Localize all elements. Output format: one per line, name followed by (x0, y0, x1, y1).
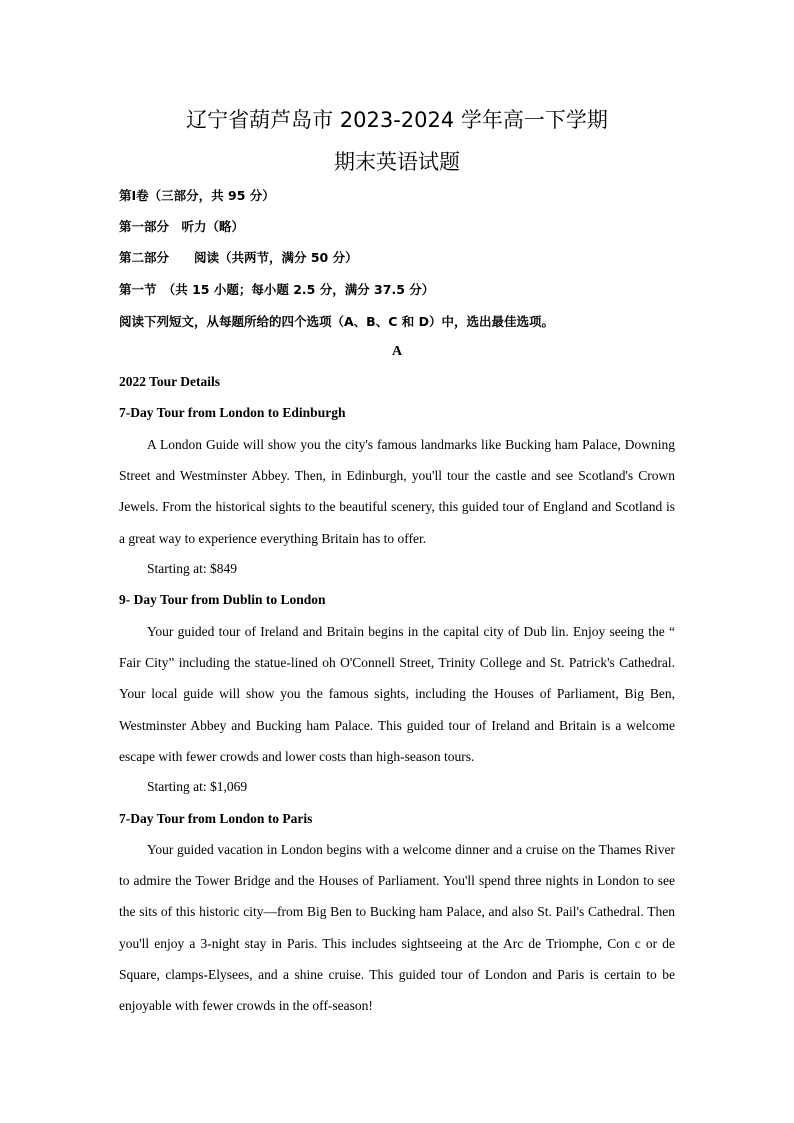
section-one-heading: 第一节 （共 15 小题；每小题 2.5 分，满分 37.5 分） (119, 282, 435, 297)
tour-description: Your guided tour of Ireland and Britain begins in the capital city of Dub lin. Enjoy seeing the “ Fair City” including the statue-lined oh O'Connell Street, Trinity College and St. Patrick's Cathedral. Your local guide will show you the famous sights, including the Houses of Parliament, Big Ben, Westminster Abbey and Bucking ham Palace. This guided tour of Ireland and Britain is a welcome escape with fewer crowds and lower costs than high-season tours. (119, 624, 675, 764)
reading-directions: 阅读下列短文，从每题所给的四个选项（A、B、C 和 D）中，选出最佳选项。 (119, 314, 554, 329)
volume-info: 第Ⅰ卷（三部分，共 95 分） (119, 188, 275, 203)
passage-label: A (391, 344, 403, 359)
part-one-heading: 第一部分 听力（略） (119, 219, 245, 234)
tour-description: A London Guide will show you the city's famous landmarks like Bucking ham Palace, Downing Street and Westminster Abbey. Then, in Edinburgh, you'll tour the castle and see Scotland's Crown Jewels. From the historical sights to the beautiful scenery, this guided tour of England and Scotland is a great way to experience everything Britain has to offer. (119, 437, 675, 546)
passage-heading: 2022 Tour Details (119, 374, 221, 389)
tour-price: Starting at: $1,069 (147, 779, 248, 794)
tour-price: Starting at: $849 (147, 561, 237, 576)
tour-title: 9- Day Tour from Dublin to London (119, 592, 326, 607)
tour-description: Your guided vacation in London begins with a welcome dinner and a cruise on the Thames River to admire the Tower Bridge and the Houses of Parliament. You'll spend three nights in London to see the sits of this historic city—from Big Ben to Bucking ham Palace, and also St. Pail's Cathedral. Then you'll enjoy a 3-night stay in Paris. This includes sightseeing at the Arc de Triomphe, Con c or de Square, clamps-Elysees, and a shine cruise. This guided tour of London and Paris is certain to be enjoyable with fewer crowds in the off-season! (119, 842, 675, 1014)
exam-subtitle: 期末英语试题 (334, 150, 460, 174)
part-two-heading: 第二部分 阅读（共两节，满分 50 分） (119, 250, 358, 265)
exam-title: 辽宁省葫芦岛市 2023-2024 学年高一下学期 (186, 108, 608, 132)
tour-title: 7-Day Tour from London to Edinburgh (119, 405, 346, 420)
tour-title: 7-Day Tour from London to Paris (119, 811, 313, 826)
